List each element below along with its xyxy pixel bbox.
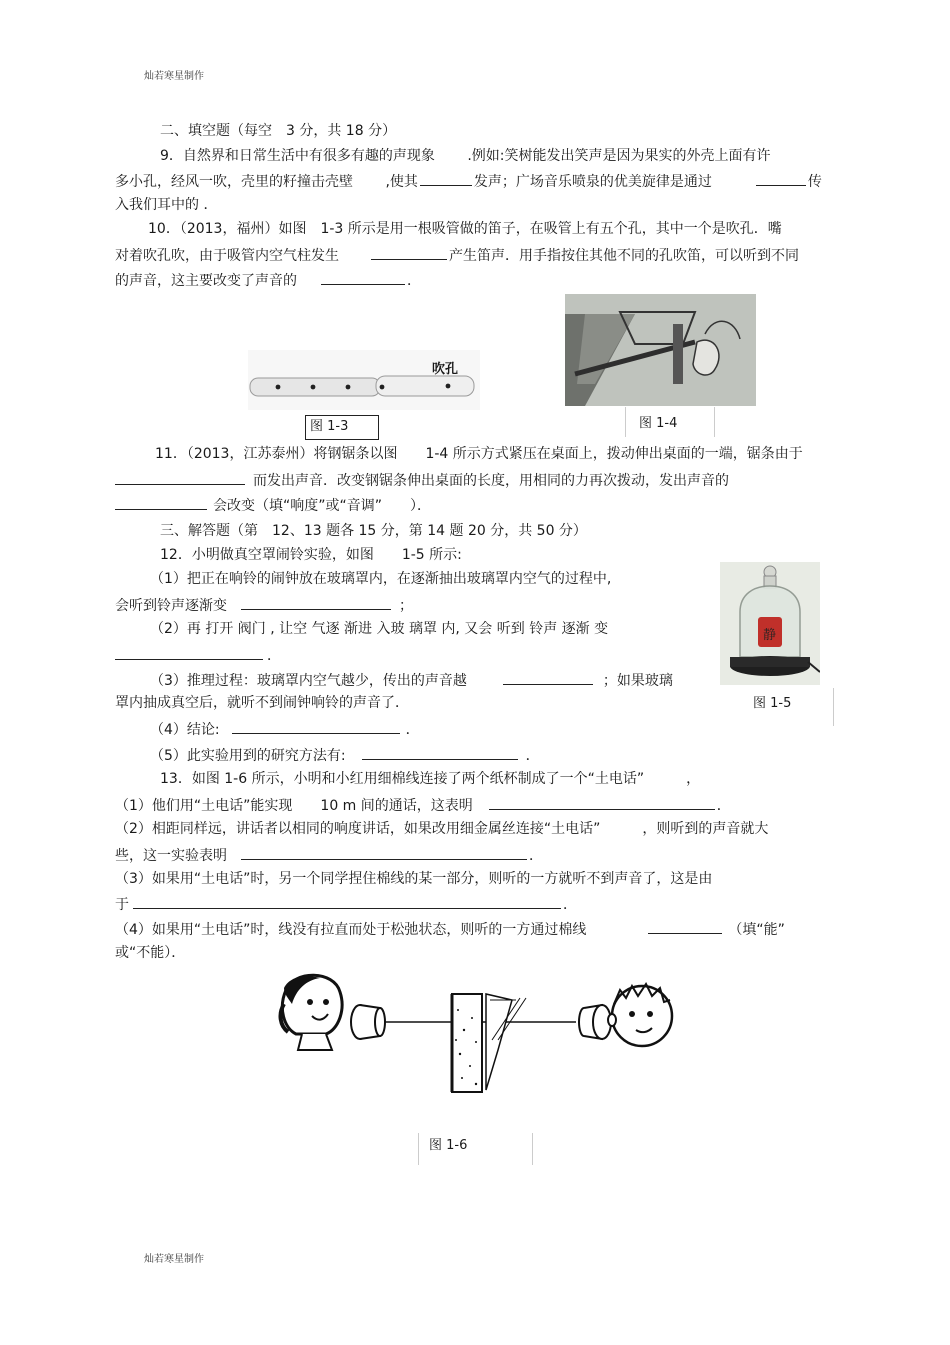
q12-text-3b: ；如果玻璃 bbox=[602, 673, 673, 689]
section-3-title: 三、解答题（第 12、13 题各 15 分，第 14 题 20 分，共 50 分） bbox=[160, 523, 587, 539]
q13-part4-line2: 或“不能）． bbox=[115, 945, 186, 961]
q10-text-b: 产生笛声．用手指按住其他不同的孔吹笛，可以听到不同 bbox=[449, 248, 799, 264]
q12-blank-1[interactable] bbox=[241, 595, 391, 610]
q13-blank-1[interactable] bbox=[489, 795, 715, 810]
girl-figure bbox=[281, 975, 343, 1050]
page-header: 灿若寒星制作 bbox=[144, 71, 204, 82]
q12-text-2-end: ． bbox=[267, 648, 281, 664]
q9-blank-2[interactable] bbox=[756, 171, 806, 186]
q10-line1: 10．（2013，福州）如图 1-3 所示是用一根吸管做的笛子，在吸管上有五个孔，其中一个是吹孔．嘴 bbox=[148, 221, 782, 237]
q13-part1 bbox=[115, 795, 731, 815]
q12-part1-line2 bbox=[115, 595, 413, 615]
q12-part4 bbox=[150, 719, 420, 739]
q13-text-1: （1）他们用“土电话”能实现 10 m 间的通话，这表明 bbox=[115, 798, 473, 814]
q13-text-3: 于 bbox=[115, 897, 129, 913]
q12-text-3: （3）推理过程：玻璃罩内空气越少，传出的声音越 bbox=[150, 673, 467, 689]
q12-text-4-end: ． bbox=[405, 722, 420, 738]
q11-line2 bbox=[115, 470, 729, 490]
q13-part2-line2 bbox=[115, 845, 543, 865]
q13-text-1-end: ． bbox=[716, 798, 731, 814]
q13-blank-4[interactable] bbox=[648, 919, 722, 934]
q10-blank-1[interactable] bbox=[371, 245, 447, 260]
q9-text-b: 发声；广场音乐喷泉的优美旋律是通过 bbox=[473, 174, 712, 190]
blow-hole-label: 吹孔 bbox=[432, 362, 459, 377]
q11-blank-1[interactable] bbox=[115, 470, 245, 485]
q12-blank-5[interactable] bbox=[362, 745, 518, 760]
figure-1-4-caption: 图 1-4 bbox=[639, 416, 678, 431]
q12-text-1: 会听到铃声逐渐变 bbox=[115, 598, 227, 614]
page-footer: 灿若寒星制作 bbox=[144, 1254, 204, 1265]
q13-text-2-end: ． bbox=[529, 848, 543, 864]
q12-text-1-end: ； bbox=[399, 598, 413, 614]
saw-blade-image bbox=[565, 294, 756, 406]
figure-1-4-caption-box bbox=[625, 407, 715, 437]
q12-part3-line2: 罩内抽成真空后，就听不到闹钟响铃的声音了． bbox=[115, 695, 409, 711]
q12-blank-3[interactable] bbox=[503, 670, 593, 685]
q12-blank-2[interactable] bbox=[115, 645, 263, 660]
figure-1-5-caption: 图 1-5 bbox=[753, 696, 792, 711]
figure-1-6 bbox=[276, 970, 680, 1094]
q9-text-c: 传 bbox=[807, 174, 822, 190]
figure-1-4 bbox=[565, 294, 756, 406]
section-2-title: 二、填空题（每空 3 分，共 18 分） bbox=[160, 123, 397, 139]
q10-line2 bbox=[115, 245, 799, 265]
q12-part3-line1 bbox=[150, 670, 673, 690]
q13-blank-3[interactable] bbox=[133, 894, 561, 909]
q10-text-a: 对着吹孔吹，由于吸管内空气柱发生 bbox=[115, 248, 339, 264]
q12-text-5: （5）此实验用到的研究方法有: bbox=[150, 748, 346, 764]
q9-line2 bbox=[115, 171, 822, 191]
q13-part4-line1 bbox=[115, 919, 785, 939]
q12-text-5-end: ． bbox=[525, 748, 540, 764]
boy-figure bbox=[608, 984, 672, 1046]
q13-part2-line1: （2）相距同样远，讲话者以相同的响度讲话，如果改用细金属丝连接“土电话” ，则听到的声音就大 bbox=[115, 821, 769, 837]
q13-text-4b: （填“能” bbox=[728, 922, 785, 938]
q13-stem: 13．如图 1-6 所示，小明和小红用细棉线连接了两个纸杯制成了一个“土电话” ， bbox=[160, 771, 701, 787]
q12-part2-line2 bbox=[115, 645, 281, 665]
q11-blank-2[interactable] bbox=[115, 495, 207, 510]
figure-1-3-caption: 图 1-3 bbox=[310, 419, 349, 434]
q11-text-a: 而发出声音．改变钢锯条伸出桌面的长度，用相同的力再次拨动，发出声音的 bbox=[253, 473, 729, 489]
q9-line3: 入我们耳中的 ． bbox=[115, 197, 218, 213]
q12-part1-line1: （1）把正在响铃的闹钟放在玻璃罩内，在逐渐抽出玻璃罩内空气的过程中, bbox=[150, 571, 612, 587]
figure-1-6-caption-box bbox=[418, 1133, 533, 1165]
q11-text-b: 会改变（填“响度”或“音调” ）． bbox=[213, 498, 432, 514]
figure-1-6-caption: 图 1-6 bbox=[429, 1138, 468, 1153]
figure-1-3 bbox=[248, 350, 480, 410]
q12-part5 bbox=[150, 745, 540, 765]
string-telephone-image bbox=[276, 970, 680, 1094]
q12-blank-4[interactable] bbox=[232, 719, 400, 734]
q10-blank-2[interactable] bbox=[321, 270, 405, 285]
q10-text-d: ． bbox=[407, 273, 421, 289]
q13-text-2: 些，这一实验表明 bbox=[115, 848, 227, 864]
q10-text-c: 的声音，这主要改变了声音的 bbox=[115, 273, 297, 289]
figure-1-5-caption-box bbox=[746, 688, 834, 726]
figure-1-3-caption-box bbox=[305, 415, 379, 440]
q13-text-4: （4）如果用“土电话”时，线没有拉直而处于松弛状态，则听的一方通过棉线 bbox=[115, 922, 587, 938]
figure-1-5 bbox=[720, 562, 820, 685]
clock-stamp-text: 静 bbox=[763, 628, 777, 643]
q12-stem: 12．小明做真空罩闹铃实验，如图 1-5 所示: bbox=[160, 547, 462, 563]
q13-text-3-end: ． bbox=[563, 897, 577, 913]
q13-part3-line2 bbox=[115, 894, 577, 914]
q10-line3 bbox=[115, 270, 421, 290]
q12-part2-line1: （2）再 打开 阀门 , 让空 气逐 渐进 入玻 璃罩 内, 又会 听到 铃声 逐渐 变 bbox=[150, 621, 609, 637]
q9-blank-1[interactable] bbox=[420, 171, 472, 186]
q9-line1: 9．自然界和日常生活中有很多有趣的声现象 .例如:笑树能发出笑声是因为果实的外壳上面有许 bbox=[160, 148, 771, 164]
q11-line3 bbox=[115, 495, 431, 515]
q13-part3-line1: （3）如果用“土电话”时，另一个同学捏住棉线的某一部分，则听的一方就听不到声音了，这是由 bbox=[115, 871, 713, 887]
q11-line1: 11．（2013，江苏泰州）将钢锯条以图 1-4 所示方式紧压在桌面上，拨动伸出桌面的一端，锯条由于 bbox=[155, 446, 803, 462]
q13-blank-2[interactable] bbox=[241, 845, 527, 860]
q12-text-4: （4）结论: bbox=[150, 722, 220, 738]
q9-text-a: 多小孔，经风一吹，壳里的籽撞击壳壁 ,使其 bbox=[115, 174, 418, 190]
